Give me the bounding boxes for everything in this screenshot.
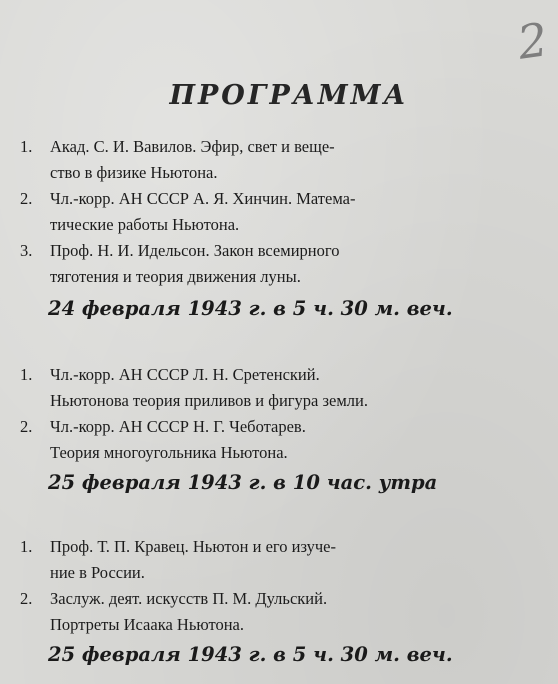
talk-item xyxy=(18,586,508,638)
talk-line: Чл.-корр. АН СССР Н. Г. Чеботарев. xyxy=(50,417,306,436)
talk-item xyxy=(18,534,508,586)
talk-item xyxy=(18,362,508,414)
talk-number: 1. xyxy=(20,137,33,156)
talk-line: Заслуж. деят. искусств П. М. Дульский. xyxy=(50,589,328,608)
talk-number: 3. xyxy=(20,241,33,260)
talk-line: Ньютонова теория приливов и фигура земли. xyxy=(50,391,368,410)
program-title: ПРОГРАММА xyxy=(169,80,409,111)
session-2-talks xyxy=(18,362,508,466)
talk-item xyxy=(18,134,508,186)
session-3-date: 25 февраля 1943 г. в 5 ч. 30 м. веч. xyxy=(48,643,453,666)
talk-line: Теория многоугольника Ньютона. xyxy=(50,443,288,462)
talk-number: 2. xyxy=(20,417,33,436)
session-1-talks xyxy=(18,134,508,290)
talk-line: Акад. С. И. Вавилов. Эфир, свет и веще- xyxy=(50,137,335,156)
talk-item xyxy=(18,238,508,290)
session-2-date: 25 февраля 1943 г. в 10 час. утра xyxy=(48,471,438,494)
talk-line: Портреты Исаака Ньютона. xyxy=(50,615,244,634)
talk-line: Проф. Н. И. Идельсон. Закон всемирного xyxy=(50,241,340,260)
talk-line: ство в физике Ньютона. xyxy=(50,163,218,182)
talk-line: Чл.-корр. АН СССР А. Я. Хинчин. Матема- xyxy=(50,189,356,208)
session-3-talks xyxy=(18,534,508,638)
talk-item xyxy=(18,186,508,238)
talk-line: тические работы Ньютона. xyxy=(50,215,240,234)
talk-number: 1. xyxy=(20,537,33,556)
talk-line: тяготения и теория движения луны. xyxy=(50,267,301,286)
talk-line: Проф. Т. П. Кравец. Ньютон и его изуче- xyxy=(50,537,337,556)
session-1-date: 24 февраля 1943 г. в 5 ч. 30 м. веч. xyxy=(48,297,453,320)
talk-number: 2. xyxy=(20,589,33,608)
talk-line: ние в России. xyxy=(50,563,145,582)
talk-number: 1. xyxy=(20,365,33,384)
handwritten-page-number: 2 xyxy=(514,12,551,70)
talk-line: Чл.-корр. АН СССР Л. Н. Сретенский. xyxy=(50,365,320,384)
talk-number: 2. xyxy=(20,189,33,208)
talk-item xyxy=(18,414,508,466)
